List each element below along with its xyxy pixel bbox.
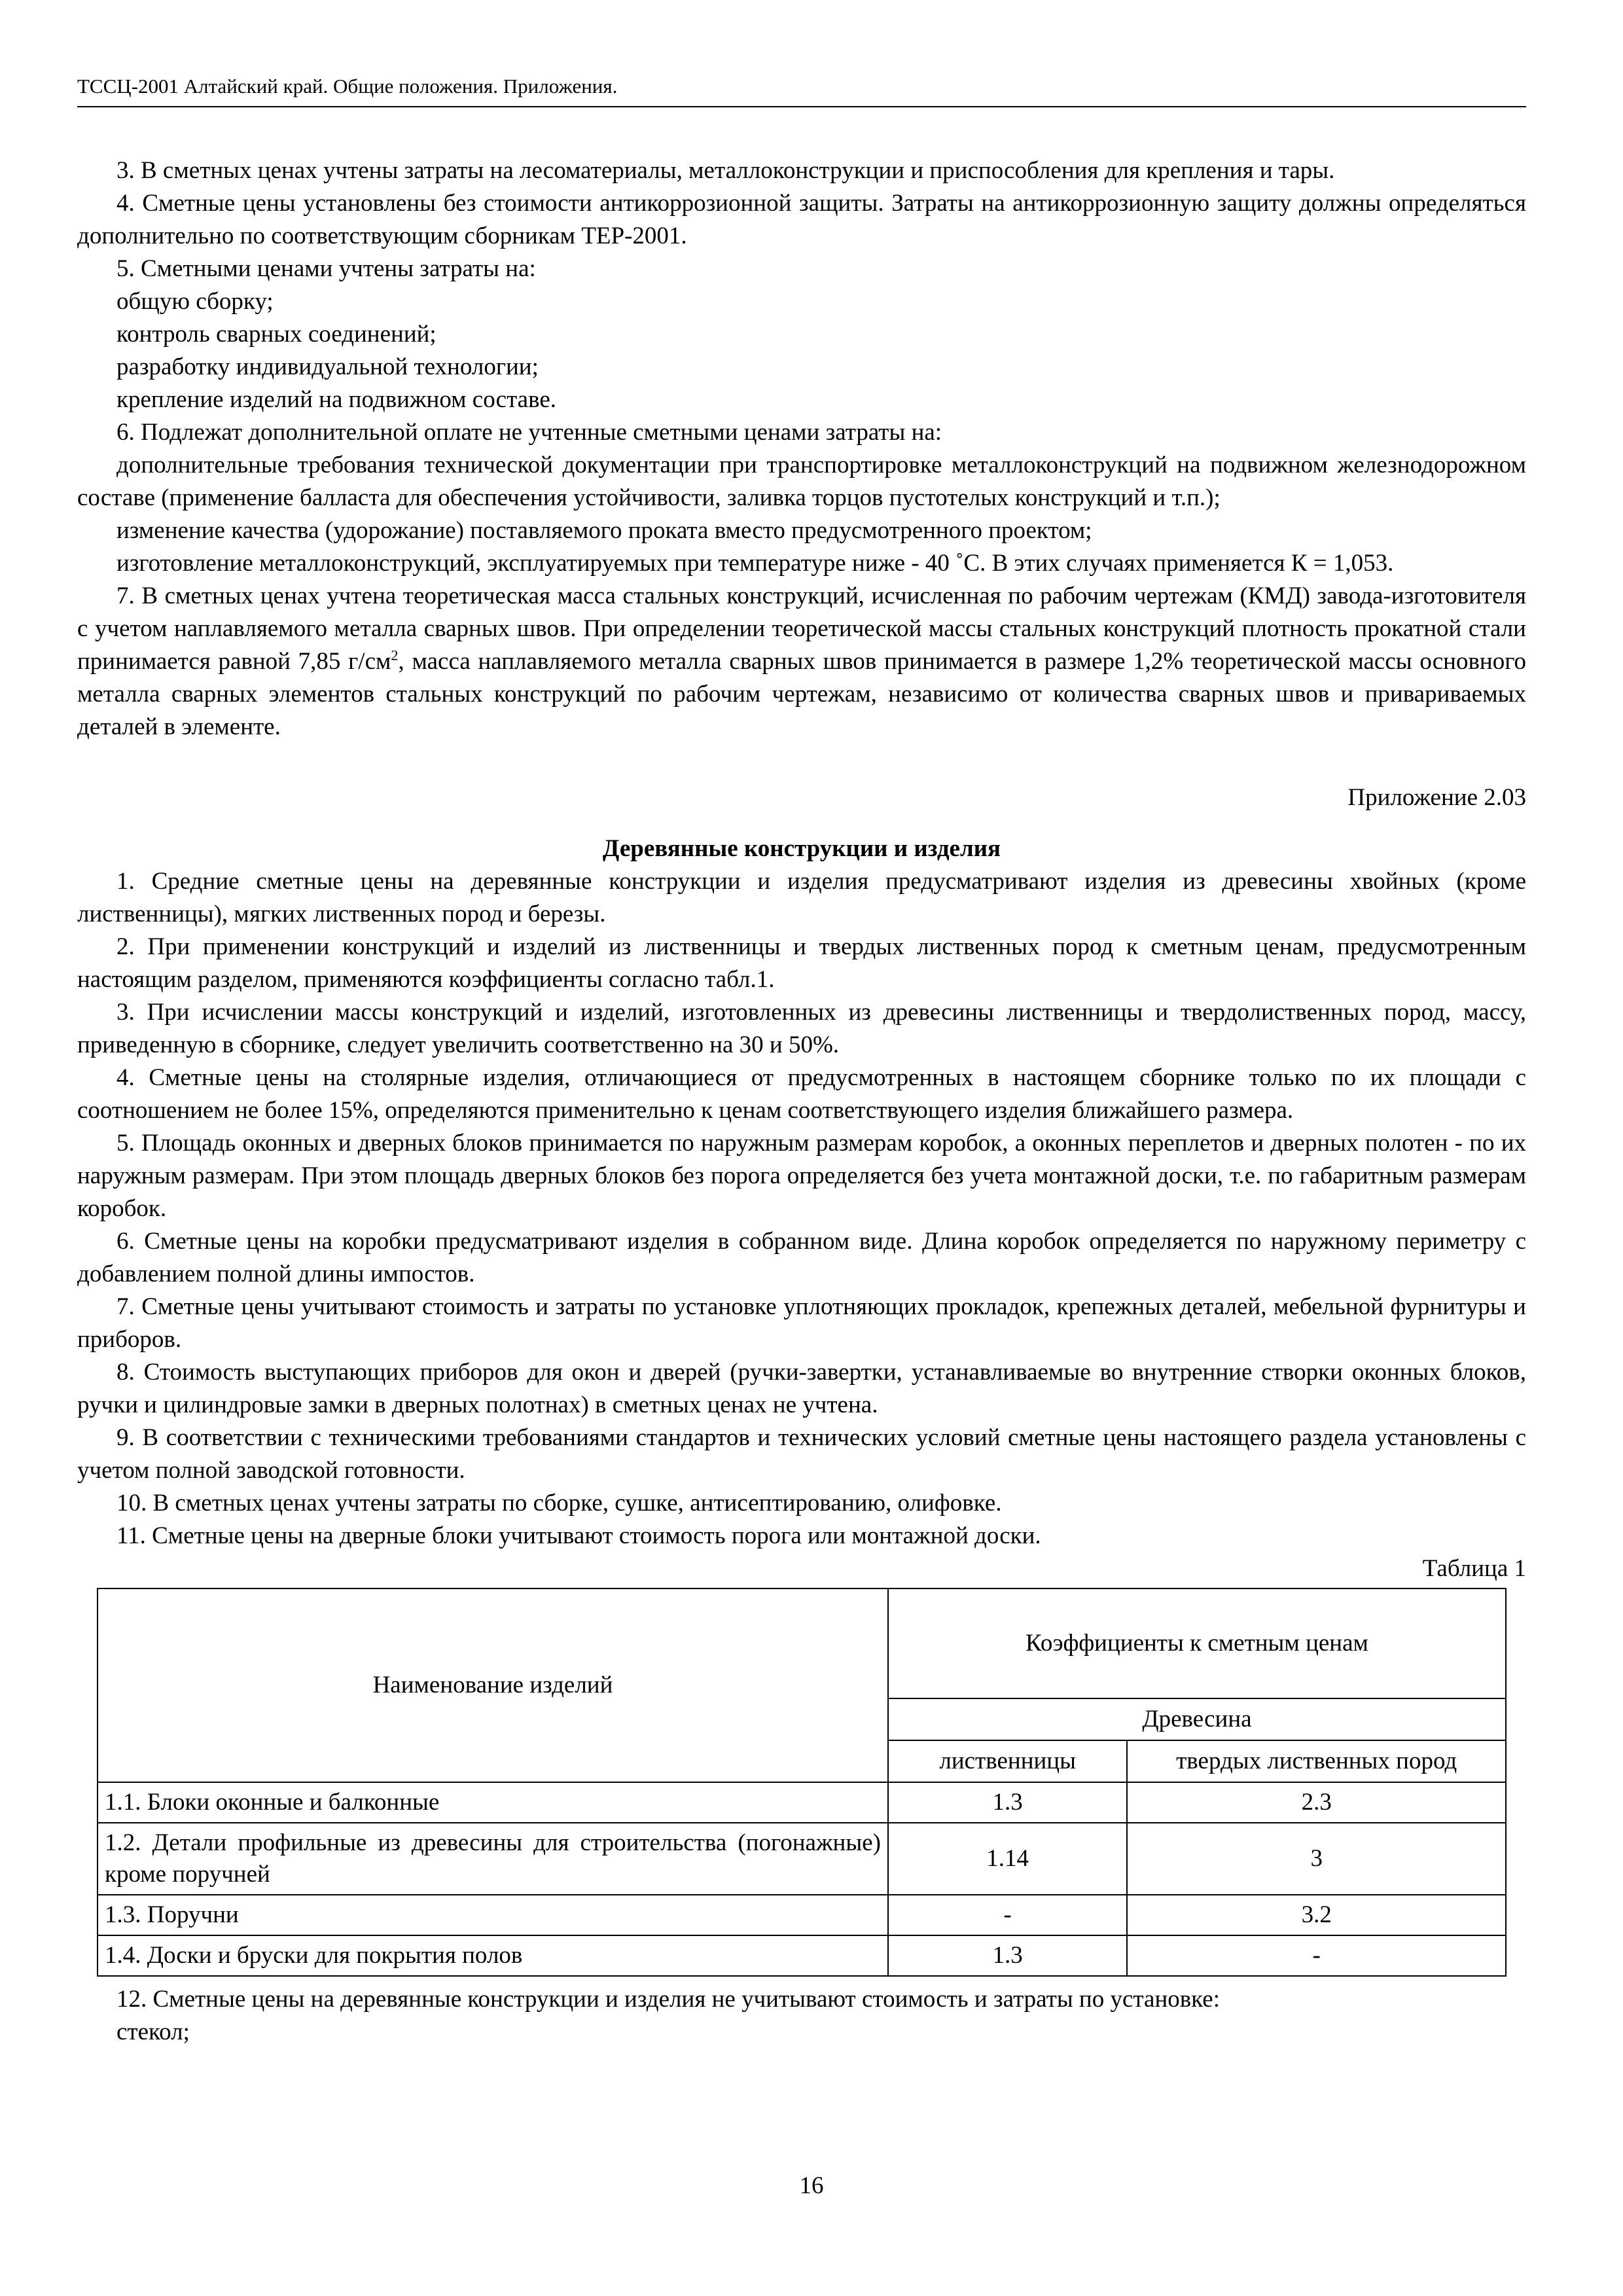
row-hardwood-value: 3.2 — [1127, 1895, 1506, 1935]
appendix-label: Приложение 2.03 — [1347, 784, 1526, 811]
list-item: контроль сварных соединений; — [116, 321, 437, 348]
paragraph: 3. При исчислении массы конструкций и изделий, изготовленных из древесины лиственницы и твердолиственных пород, массу, приведенную в сборнике, следует увеличить соответственно на 30 и 50%. — [77, 999, 1526, 1058]
paragraph: 8. Стоимость выступающих приборов для окон и дверей (ручки-завертки, устанавливаемые во внутренние створки оконных блоков, ручки и цилиндровые замки в дверных полотнах) в сметных ценах не учтена. — [77, 1359, 1526, 1418]
header-product-name: Наименование изделий — [98, 1588, 888, 1782]
row-hardwood-value: 3 — [1127, 1823, 1506, 1895]
paragraph: 3. В сметных ценах учтены затраты на лесоматериалы, металлоконструкции и приспособления для крепления и тары. — [116, 157, 1335, 184]
paragraph: 2. При применении конструкций и изделий из лиственницы и твердых лиственных пород к сметным ценам, предусмотренным настоящим разделом, применяются коэффициенты согласно табл.1. — [77, 933, 1526, 993]
paragraph: 4. Сметные цены на столярные изделия, отличающиеся от предусмотренных в настоящем сборнике только по их площади с соотношением не более 15%, определяются применительно к ценам соответствующего изделия ближайшего размера. — [77, 1064, 1526, 1124]
header-wood: Древесина — [888, 1698, 1506, 1740]
paragraph-7-text: 7. В сметных ценах учтена теоретическая масса стальных конструкций, исчисленная по рабочим чертежам (КМД) завода-изготовителя с учетом наплавляемого металла сварных швов. При определении теоретической массы стальных конструкций плотность прокатной стали принимается равной 7,85 г/см — [77, 583, 1526, 675]
table-caption: Таблица 1 — [1422, 1555, 1526, 1582]
header-coefficients: Коэффициенты к сметным ценам — [888, 1588, 1506, 1698]
paragraph: 5. Сметными ценами учтены затраты на: — [116, 255, 536, 282]
page-content — [77, 154, 1526, 2049]
paragraph: 4. Сметные цены установлены без стоимости антикоррозионной защиты. Затраты на антикоррозионную защиту должны определяться дополнительно по соответствующим сборникам ТЕР-2001. — [77, 190, 1526, 249]
row-hardwood-value: 2.3 — [1127, 1782, 1506, 1823]
list-item: изменение качества (удорожание) поставляемого проката вместо предусмотренного проектом; — [116, 517, 1092, 544]
header-hardwood: твердых лиственных пород — [1127, 1740, 1506, 1782]
row-name: 1.4. Доски и бруски для покрытия полов — [98, 1935, 888, 1976]
list-item: разработку индивидуальной технологии; — [116, 353, 539, 380]
table-row — [98, 1823, 1506, 1895]
page-number: 16 — [799, 2172, 824, 2199]
list-item: общую сборку; — [116, 288, 274, 315]
running-header: ТССЦ-2001 Алтайский край. Общие положения. Приложения. — [77, 73, 1526, 107]
row-larch-value: 1.3 — [888, 1935, 1127, 1976]
paragraph: 1. Средние сметные цены на деревянные конструкции и изделия предусматривают изделия из древесины хвойных (кроме лиственницы), мягких лиственных пород и березы. — [77, 868, 1526, 927]
paragraph: 9. В соответствии с техническими требованиями стандартов и технических условий сметные цены настоящего раздела установлены с учетом полной заводской готовности. — [77, 1424, 1526, 1484]
list-item: крепление изделий на подвижном составе. — [116, 386, 557, 413]
paragraph: 7. Сметные цены учитывают стоимость и затраты по установке уплотняющих прокладок, крепежных деталей, мебельной фурнитуры и приборов. — [77, 1293, 1526, 1353]
paragraph: 6. Сметные цены на коробки предусматривают изделия в собранном виде. Длина коробок определяется по наружному периметру с добавлением полной длины импостов. — [77, 1228, 1526, 1287]
paragraph-7-text-end: , масса наплавляемого металла сварных швов принимается в размере 1,2% теоретической массы основного металла сварных элементов стальных конструкций по рабочим чертежам, независимо от количества сварных швов и привариваемых деталей в элементе. — [77, 648, 1526, 740]
list-item: стекол; — [116, 2018, 190, 2045]
table-row — [98, 1782, 1506, 1823]
header-larch: лиственницы — [888, 1740, 1127, 1782]
paragraph: 6. Подлежат дополнительной оплате не учтенные сметными ценами затраты на: — [116, 419, 942, 446]
paragraph: 11. Сметные цены на дверные блоки учитывают стоимость порога или монтажной доски. — [116, 1522, 1041, 1549]
paragraph-7 — [77, 580, 1526, 744]
paragraph: 10. В сметных ценах учтены затраты по сборке, сушке, антисептированию, олифовке. — [116, 1490, 1002, 1516]
row-name: 1.1. Блоки оконные и балконные — [98, 1782, 888, 1823]
section-title: Деревянные конструкции и изделия — [602, 835, 1001, 862]
row-larch-value: 1.14 — [888, 1823, 1127, 1895]
list-item: дополнительные требования технической документации при транспортировке металлоконструкций на подвижном железнодорожном составе (применение балласта для обеспечения устойчивости, заливка торцов пустотелых конструкций и т.п.); — [77, 452, 1526, 511]
table-row — [98, 1935, 1506, 1976]
table-row — [98, 1895, 1506, 1935]
coefficients-table — [97, 1588, 1507, 1977]
row-hardwood-value: - — [1127, 1935, 1506, 1976]
row-name: 1.3. Поручни — [98, 1895, 888, 1935]
paragraph: 5. Площадь оконных и дверных блоков принимается по наружным размерам коробок, а оконных переплетов и дверных полотен - по их наружным размерам. При этом площадь дверных блоков без порога определяется без учета монтажной доски, т.е. по габаритным размерам коробок. — [77, 1130, 1526, 1222]
paragraph: 12. Сметные цены на деревянные конструкции и изделия не учитывают стоимость и затраты по установке: — [116, 1986, 1220, 2013]
superscript: 2 — [391, 647, 399, 664]
row-name: 1.2. Детали профильные из древесины для строительства (погонажные) кроме поручней — [98, 1823, 888, 1895]
row-larch-value: - — [888, 1895, 1127, 1935]
row-larch-value: 1.3 — [888, 1782, 1127, 1823]
list-item: изготовление металлоконструкций, эксплуатируемых при температуре ниже - 40 ˚С. В этих случаях применяется К = 1,053. — [116, 550, 1394, 577]
